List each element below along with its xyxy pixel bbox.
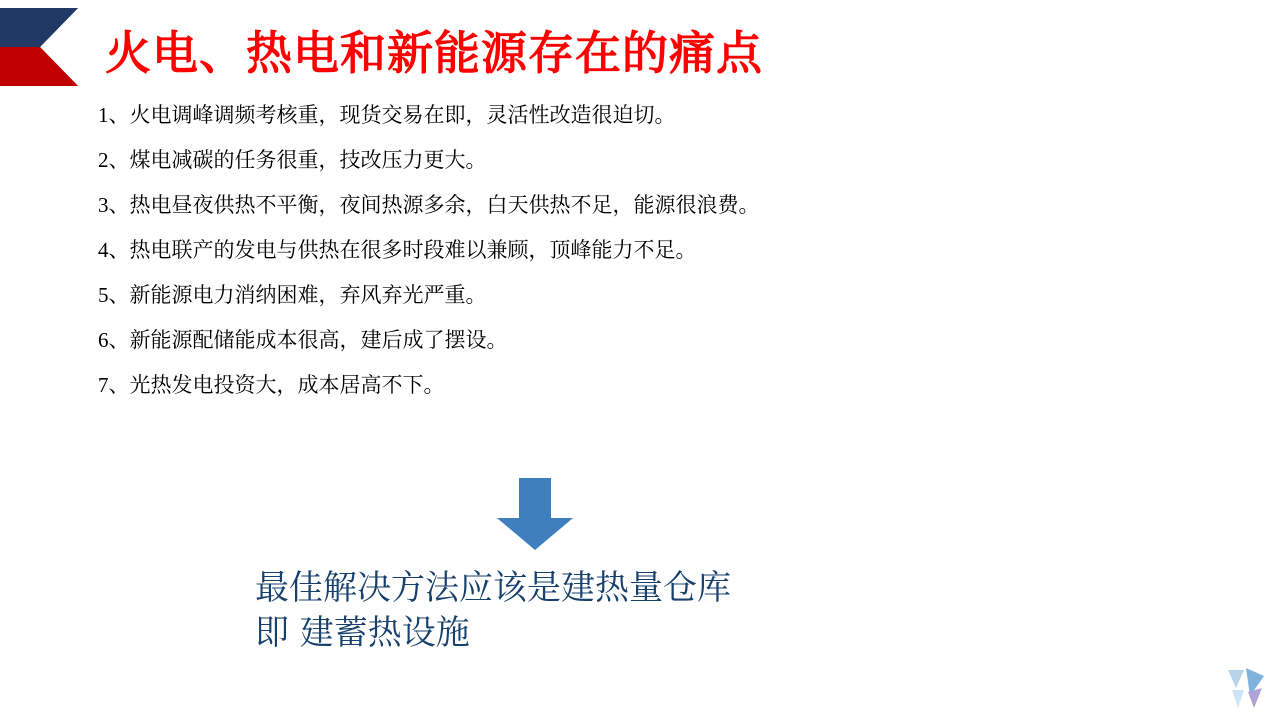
logo-decoration bbox=[1224, 666, 1270, 712]
logo-icon bbox=[1224, 666, 1270, 712]
list-item: 5、新能源电力消纳困难，弃风弃光严重。 bbox=[98, 283, 487, 308]
conclusion-line-2: 即 建蓄热设施 bbox=[255, 612, 470, 653]
arrow-down-icon bbox=[493, 478, 577, 550]
page-title: 火电、热电和新能源存在的痛点 bbox=[105, 26, 763, 80]
list-item: 1、火电调峰调频考核重，现货交易在即，灵活性改造很迫切。 bbox=[98, 103, 676, 127]
list-item: 3、热电昼夜供热不平衡，夜间热源多余，白天供热不足，能源很浪费。 bbox=[98, 193, 760, 218]
corner-flag-icon bbox=[0, 8, 92, 86]
bullet-list bbox=[98, 104, 1198, 419]
list-item: 7、光热发电投资大，成本居高不下。 bbox=[98, 373, 445, 398]
list-item: 4、热电联产的发电与供热在很多时段难以兼顾，顶峰能力不足。 bbox=[98, 238, 697, 263]
down-arrow-shape bbox=[493, 478, 577, 550]
conclusion-line-1: 最佳解决方法应该是建热量仓库 bbox=[255, 568, 731, 608]
list-item: 2、煤电减碳的任务很重，技改压力更大。 bbox=[98, 148, 487, 173]
corner-decoration bbox=[0, 8, 92, 86]
list-item: 6、新能源配储能成本很高，建后成了摆设。 bbox=[98, 328, 508, 353]
conclusion-text bbox=[255, 566, 955, 656]
